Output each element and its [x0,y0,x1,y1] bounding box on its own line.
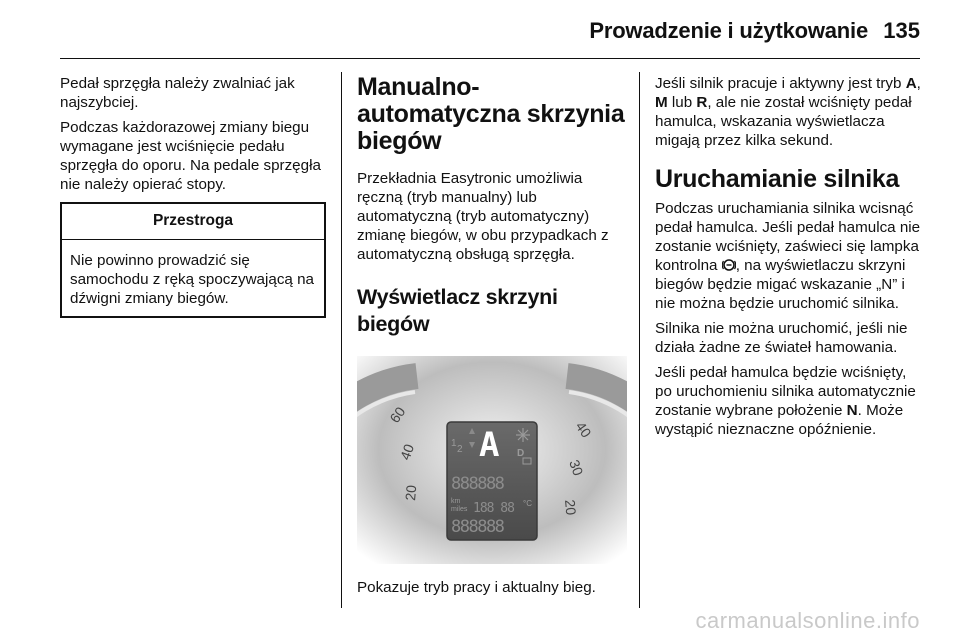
paragraph-brake-lights: Silnika nie można uruchomić, jeśli nie działa żadne ze świateł hamowania. [655,320,908,356]
subsection-heading-display: Wyświetlacz skrzyni biegów [357,285,558,336]
paragraph-display-blinking [655,74,925,150]
column-divider-left [341,72,342,608]
odometer-digits: 888888 [451,474,504,494]
mode-a-label: A [905,75,917,92]
left-gauge-label-2: 40 [396,441,418,463]
text-run: , ale nie został wciśnięty pedał hamulca, wskazania wyświetlacza migają przez kilka sekund. [655,94,912,149]
gearbox-display-panel [447,422,537,540]
header-rule [60,58,920,59]
mode-r-label: R [696,94,708,111]
caution-box [60,202,326,318]
gear-mode-letter: A [479,425,500,465]
column-divider-right [639,72,640,608]
paragraph-engine-start [655,199,925,313]
text-run: Podczas uruchamiania silnika wcisnąć pedał hamulca. Jeśli pedał hamulca nie zostanie wciśnięty, zaświeci się lampka kontrolna [655,200,921,274]
caution-title: Przestroga [62,204,324,240]
text-run: . Może wystąpić nieznaczne opóźnienie. [655,402,904,438]
paragraph-clutch-release: Pedał sprzęgła należy zwalniać jak najszybciej. [60,75,295,111]
text-run: lub [667,94,697,111]
section-heading-easytronic: Manualno-automatyczna skrzynia biegów [357,73,625,155]
column-right [655,74,925,445]
small-gear-2: 2 [457,444,463,455]
section-heading-engine-start: Uruchamianie silnika [655,165,900,193]
degree-celsius-label: °C [523,499,532,508]
trip-temperature-digits: 188 88 [473,501,514,516]
miles-label: miles [451,506,468,513]
figure-caption: Pokazuje tryb pracy i aktualny bieg. [357,579,596,596]
paragraph-easytronic: Przekładnia Easytronic umożliwia ręczną (tryb manualny) lub automatyczną (tryb automatyczny) zmianę biegów, w obu przypadkach z automatyczną obsługą sprzęgła. [357,170,609,263]
paragraph-neutral-selection [655,363,925,439]
small-gear-1: 1 [451,438,457,449]
drive-symbol: D [517,448,525,459]
text-run: Jeśli silnik pracuje i aktywny jest tryb [655,75,906,92]
running-title: Prowadzenie i użytkowanie [589,18,868,43]
mode-m-label: M [655,94,668,111]
column-middle [357,74,627,597]
watermark-brand: carmanualsonline.info [695,608,920,633]
winter-mode-snowflake-icon [516,428,530,442]
page-header [0,0,960,64]
brake-pedal-warning-icon [722,258,736,272]
text-run: Jeśli pedał hamulca będzie wciśnięty, po uruchomieniu silnika automatycznie zostanie wybrane położenie [655,364,916,419]
paragraph-clutch-press: Podczas każdorazowej zmiany biegu wymagane jest wciśnięcie pedału sprzęgła do oporu. Na pedale sprzęgła nie należy opierać stopy. [60,119,321,193]
gearbox-display-illustration [357,356,627,564]
right-gauge-label-3: 20 [562,498,580,516]
left-gauge-label-3: 20 [402,484,420,502]
left-gauge-label-1: 60 [386,403,409,426]
caution-text: Nie powinno prowadzić się samochodu z ręką spoczywającą na dźwigni zmiany biegów. [70,252,314,307]
neutral-position-label: N [846,402,858,419]
km-label: km [451,498,461,505]
right-gauge-label-2: 30 [566,457,587,478]
text-run: , [916,75,921,92]
page-number: 135 [883,18,920,43]
instrument-cluster-drawing [357,356,627,564]
right-gauge-label-1: 40 [572,418,595,441]
message-digits: 888888 [451,517,504,537]
text-run: , na wyświetlaczu skrzyni biegów będzie migać wskazanie „N” i nie można będzie uruchomić silnika. [655,257,906,312]
column-left [60,74,328,318]
